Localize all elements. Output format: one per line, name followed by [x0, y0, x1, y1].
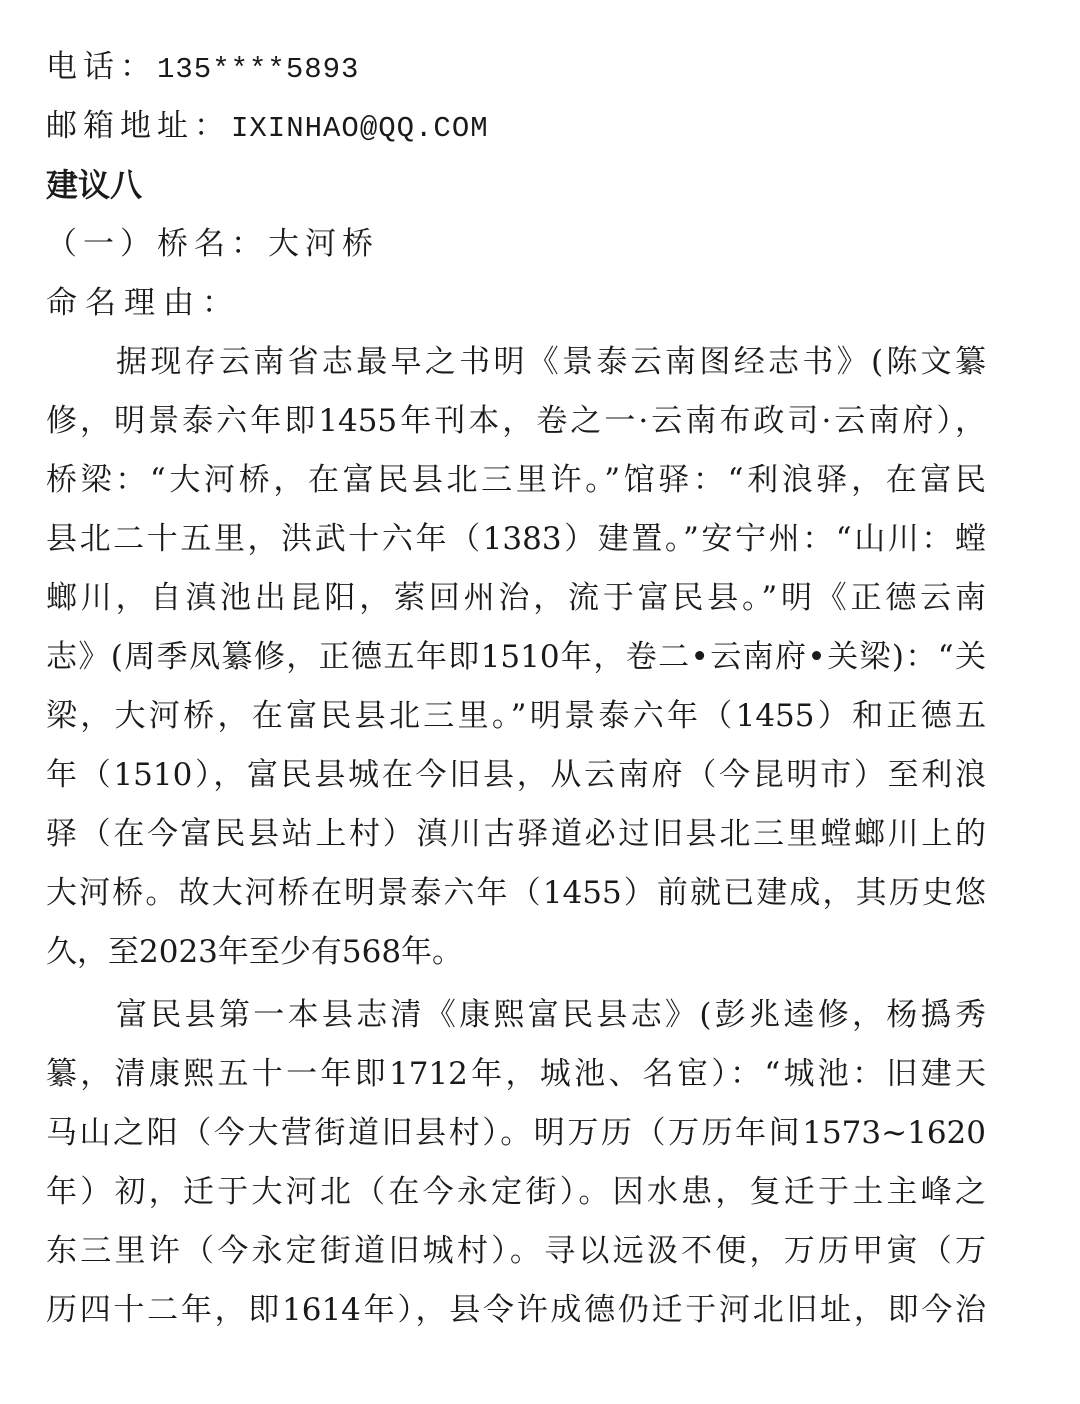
paragraph-line: 富民县第一本县志清《康熙富民县志》(彭兆逵修，杨撝秀: [116, 997, 986, 1033]
phone-value: 135****5893: [157, 53, 360, 86]
paragraph-line: 马山之阳（今大营街道旧县村）。明万历（万历年间1573~1620: [46, 1115, 986, 1151]
bridge-name-heading: （一）桥名：大河桥: [46, 226, 379, 262]
paragraph-line: 年（1510），富民县城在今旧县，从云南府（今昆明市）至利浪: [46, 757, 986, 793]
paragraph-line: 纂，清康熙五十一年即1712年，城池、名宦）：“城池：旧建天: [46, 1056, 986, 1092]
paragraph-line: 历四十二年，即1614年），县令许成德仍迁于河北旧址，即今治: [46, 1292, 986, 1328]
email-label: 邮箱地址：: [46, 108, 231, 144]
email-line: [46, 97, 986, 156]
document-page: [46, 38, 986, 1340]
section-title: 建议八: [46, 166, 143, 204]
paragraph-line: 县北二十五里，洪武十六年（1383）建置。”安宁州：“山川：螳: [46, 521, 986, 557]
phone-line: [46, 38, 986, 97]
paragraph-line: 梁，大河桥，在富民县北三里。”明景泰六年（1455）和正德五: [46, 698, 986, 734]
paragraph-line-last: 久，至2023年至少有568年。: [46, 934, 464, 970]
naming-reason-label: 命名理由：: [46, 285, 241, 321]
paragraph-line: 螂川，自滇池出昆阳，萦回州治，流于富民县。”明《正德云南: [46, 580, 986, 616]
paragraph-2: [46, 986, 986, 1340]
email-value: IXINHAO@QQ.COM: [231, 112, 489, 145]
paragraph-line: 年）初，迁于大河北（在今永定街）。因水患，复迁于土主峰之: [46, 1174, 986, 1210]
paragraph-line: 驿（在今富民县站上村）滇川古驿道必过旧县北三里螳螂川上的: [46, 816, 986, 852]
paragraph-line: 修，明景泰六年即1455年刊本，卷之一·云南布政司·云南府），: [46, 403, 986, 439]
paragraph-1: [46, 333, 986, 982]
paragraph-line: 桥梁：“大河桥，在富民县北三里许。”馆驿：“利浪驿，在富民: [46, 462, 986, 498]
paragraph-line: 志》(周季凤纂修，正德五年即1510年，卷二•云南府•关梁)：“关: [46, 639, 986, 675]
paragraph-line: 据现存云南省志最早之书明《景泰云南图经志书》(陈文纂: [116, 344, 986, 380]
paragraph-line: 大河桥。故大河桥在明景泰六年（1455）前就已建成，其历史悠: [46, 875, 986, 911]
phone-label: 电话：: [46, 49, 157, 85]
paragraph-line: 东三里许（今永定街道旧城村）。寻以远汲不便，万历甲寅（万: [46, 1233, 986, 1269]
